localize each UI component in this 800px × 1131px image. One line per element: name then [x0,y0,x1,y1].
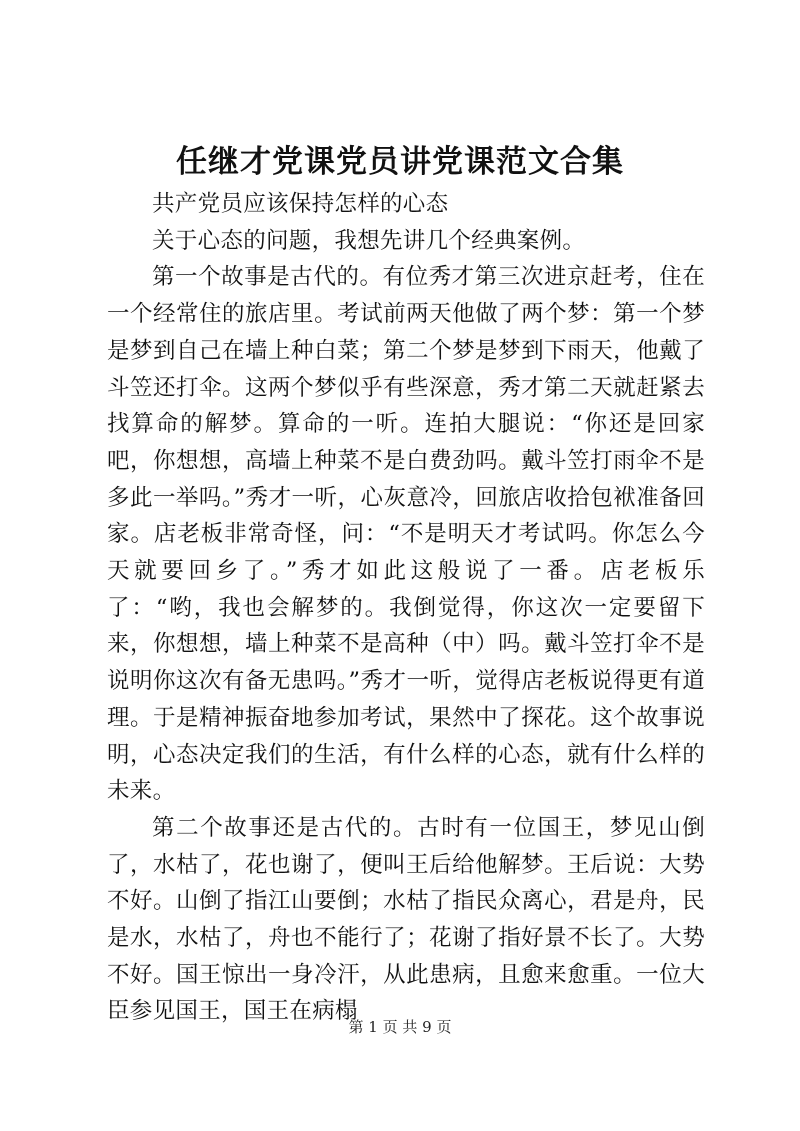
story-two-paragraph: 第二个故事还是古代的。古时有一位国王，梦见山倒了，水枯了，花也谢了，便叫王后给他解梦。王后说：大势不好。山倒了指江山要倒；水枯了指民众离心，君是舟，民是水，水枯了，舟也不能行了；花谢了指好景不长了。大势不好。国王惊出一身冷汗，从此患病，且愈来愈重。一位大臣参见国王，国王在病榻 [107,814,705,1025]
subtitle-paragraph: 共产党员应该保持怎样的心态 [152,191,449,217]
document-body [107,186,705,1030]
intro-paragraph: 关于心态的问题，我想先讲几个经典案例。 [152,227,586,254]
document-title: 任继才党课党员讲党课范文合集 [176,144,624,180]
story-one-paragraph: 第一个故事是古代的。有位秀才第三次进京赶考，住在一个经常住的旅店里。考试前两天他做了两个梦：第一个梦是梦到自己在墙上种白菜；第二个梦是梦到下雨天，他戴了斗笠还打伞。这两个梦似乎有些深意，秀才第二天就赶紧去找算命的解梦。算命的一听。连拍大腿说：“你还是回家吧，你想想，高墙上种菜不是白费劲吗。戴斗笠打雨伞不是多此一举吗。”秀才一听，心灰意冷，回旅店收拾包袱准备回家。店老板非常奇怪，问：“不是明天才考试吗。你怎么今天就要回乡了。”秀才如此这般说了一番。店老板乐了：“哟，我也会解梦的。我倒觉得，你这次一定要留下来，你想想，墙上种菜不是高种（中）吗。戴斗笠打伞不是说明你这次有备无患吗。”秀才一听，觉得店老板说得更有道理。于是精神振奋地参加考试，果然中了探花。这个故事说明，心态决定我们的生活，有什么样的心态，就有什么样的未来。 [107,264,705,805]
page-footer: 第 1 页 共 9 页 [348,1018,452,1036]
